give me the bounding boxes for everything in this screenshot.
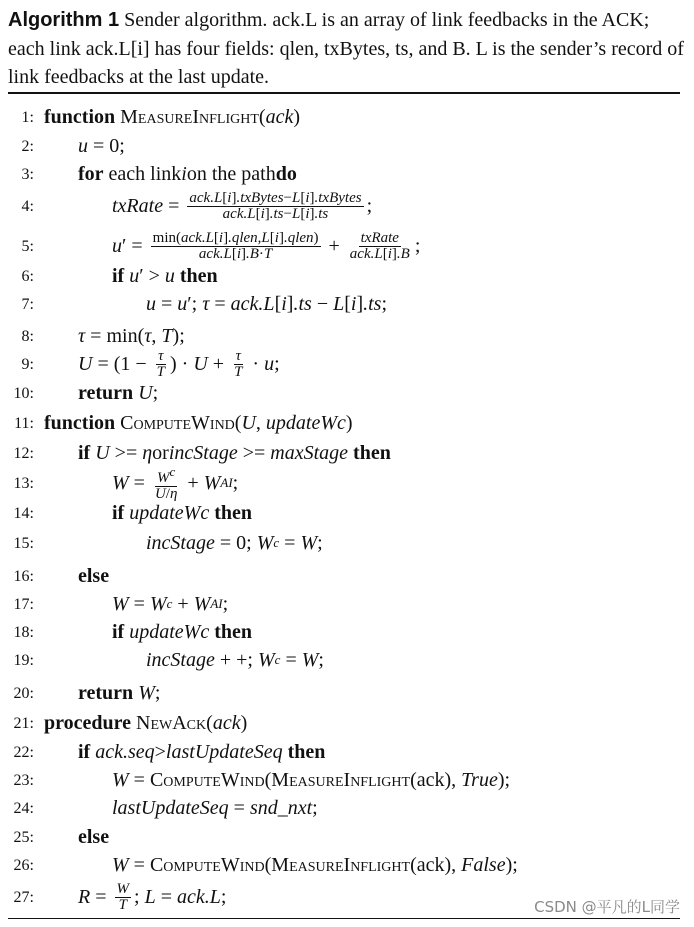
line-number: 11: [14, 415, 34, 432]
line-code: else [78, 826, 110, 848]
algorithm-line [0, 793, 694, 823]
bottom-rule [8, 918, 680, 919]
line-number: 14: [13, 505, 34, 522]
algorithm-label: Algorithm 1 [8, 9, 120, 31]
line-number: 3: [21, 166, 34, 183]
algorithm-line [0, 102, 694, 132]
algorithm-line [0, 378, 694, 408]
line-code: W = ComputeWind ( MeasureInflight (ack), True ); [112, 769, 511, 791]
line-number: 24: [13, 800, 34, 817]
line-code: if updateWc then [112, 621, 252, 643]
line-number: 25: [13, 829, 34, 846]
line-number: 8: [21, 328, 34, 345]
line-code: lastUpdateSeq = snd_nxt ; [112, 797, 318, 819]
line-code: incStage = 0; W c = W ; [146, 532, 323, 554]
line-code: u ′ = $\frac{\text{min(ack.L[i].qlen,L[i].qlen)}}{\text{ack.L[i].B·T}}$ + $\frac{\text{txRate}}{\text{ack.L[i].B}}$ ; [112, 229, 421, 262]
line-number: 12: [13, 445, 34, 462]
algorithm-line [0, 678, 694, 708]
algorithm-line [0, 850, 694, 880]
line-code: if u ′ > u then [112, 265, 218, 287]
line-code: function ComputeWind ( U , updateWc ) [44, 412, 353, 434]
line-number: 16: [13, 568, 34, 585]
line-number: 5: [21, 238, 34, 255]
line-number: 7: [21, 296, 34, 313]
algorithm-line [0, 645, 694, 675]
line-number: 1: [21, 109, 34, 126]
algorithm-line [0, 589, 694, 619]
algorithm-line [0, 822, 694, 852]
algorithm-line [0, 159, 694, 189]
algorithm-line [0, 321, 694, 351]
line-number: 27: [13, 889, 34, 906]
line-code: if U >= η or incStage >= maxStage then [78, 442, 391, 464]
line-number: 21: [13, 715, 34, 732]
algorithm-line [0, 498, 694, 528]
line-code: u = 0; [78, 135, 125, 157]
algorithm-line [0, 349, 694, 379]
line-number: 23: [13, 772, 34, 789]
line-code: incStage + +; W c = W ; [146, 649, 324, 671]
line-number: 9: [21, 356, 34, 373]
watermark: CSDN @平凡的L同学 [534, 898, 680, 916]
line-code: return U ; [78, 382, 159, 404]
line-code: W = W c + W AI ; [112, 593, 229, 615]
algorithm-line [0, 438, 694, 468]
algorithm-line [0, 765, 694, 795]
line-code: txRate = $\frac{\text{ack.L[i].txBytes−L[i].txBytes}}{\text{ack.L[i].ts−L[i].ts}}$ ; [112, 189, 373, 222]
top-rule [8, 92, 680, 94]
line-number: 6: [21, 268, 34, 285]
line-code: if updateWc then [112, 502, 252, 524]
algorithm-line [0, 191, 694, 221]
line-number: 15: [13, 535, 34, 552]
algorithm-line [0, 408, 694, 438]
line-number: 22: [13, 744, 34, 761]
algorithm-caption [8, 6, 688, 92]
algorithm-line [0, 131, 694, 161]
line-code: if ack.seq > lastUpdateSeq then [78, 741, 326, 763]
algorithm-line [0, 561, 694, 591]
line-number: 26: [13, 857, 34, 874]
line-code: R = $\frac{W}{T}$ ; L = ack.L ; [78, 880, 227, 913]
algorithm-line [0, 617, 694, 647]
line-number: 4: [21, 198, 34, 215]
line-code: W = ComputeWind ( MeasureInflight (ack), False ); [112, 854, 518, 876]
algorithm-caption-text: Sender algorithm. ack.L is an array of link feedbacks in the ACK; each link ack.L[i] has four fields: qlen, txBytes, ts, and B. L is the sender’s record of link feedbacks at the last update. [8, 9, 684, 88]
algorithm-line [0, 231, 694, 261]
line-code: procedure NewAck ( ack ) [44, 712, 248, 734]
line-code: return W ; [78, 682, 161, 704]
line-code: τ = min( τ , T ); [78, 325, 185, 347]
algorithm-line [0, 464, 694, 502]
line-number: 18: [13, 624, 34, 641]
line-number: 20: [13, 685, 34, 702]
line-number: 17: [13, 596, 34, 613]
algorithm-line [0, 708, 694, 738]
algorithm-line [0, 737, 694, 767]
line-number: 10: [13, 385, 34, 402]
line-number: 13: [13, 475, 34, 492]
algorithm-line [0, 289, 694, 319]
line-code: u = u ′; τ = ack.L [ i ] .ts − L [ i ] .ts ; [146, 293, 388, 315]
line-code: for each link i on the path do [78, 163, 297, 185]
line-code: function MeasureInflight ( ack ) [44, 106, 301, 128]
line-code: W = $\frac{W^c}{U/\eta}$ + W AI ; [112, 464, 239, 502]
algorithm-line [0, 528, 694, 558]
line-code: U = (1 − $\frac{\tau}{T}$ ) · U + $\frac{\tau}{T}$ · u ; [78, 347, 280, 380]
line-number: 2: [21, 138, 34, 155]
line-code: else [78, 565, 110, 587]
line-number: 19: [13, 652, 34, 669]
algorithm-line [0, 261, 694, 291]
